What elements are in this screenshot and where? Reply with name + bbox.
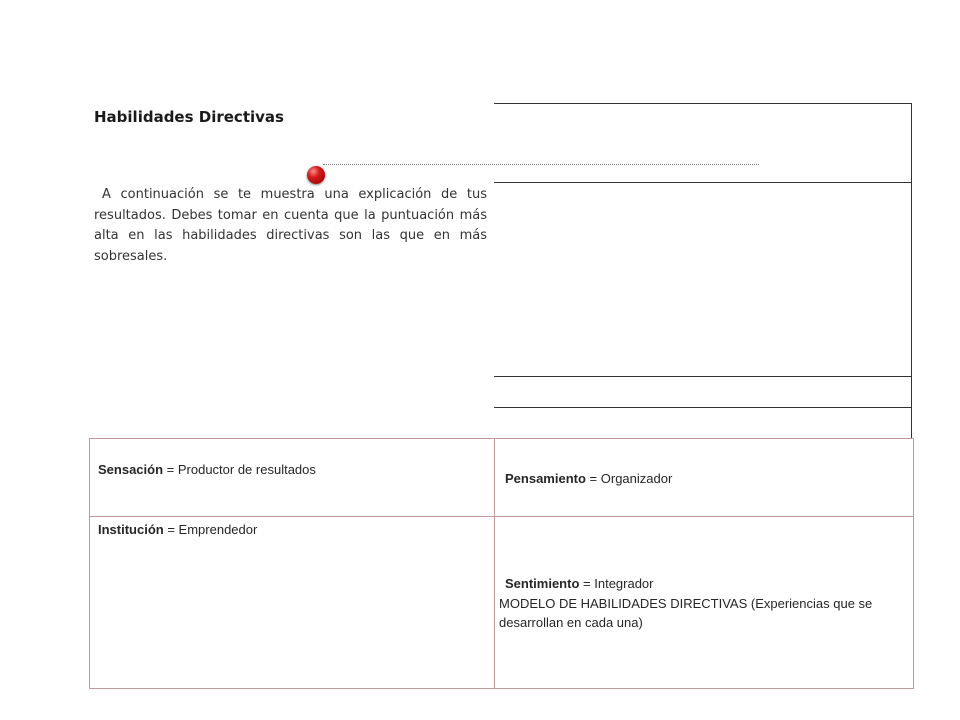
sep-institucion: = (163, 522, 179, 537)
dotted-leader (323, 164, 759, 165)
results-panel (494, 103, 912, 438)
model-caption: MODELO DE HABILIDADES DIRECTIVAS (Experiencias que se desarrollan en cada una) (499, 596, 873, 630)
cell-sensacion (98, 460, 316, 479)
cell-institucion (98, 520, 257, 539)
panel-divider (494, 182, 912, 183)
red-bullet-icon (307, 166, 325, 184)
panel-divider (494, 407, 912, 408)
desc-pensamiento: Organizador (600, 471, 673, 486)
term-institucion: Institución (98, 522, 164, 537)
desc-sensacion: Productor de resultados (177, 462, 316, 477)
table-row-divider (89, 516, 914, 517)
term-sensacion: Sensación (98, 462, 164, 477)
cell-pensamiento (505, 469, 672, 488)
intro-paragraph (94, 185, 487, 267)
sep-sentimiento: = (579, 576, 595, 591)
term-pensamiento: Pensamiento (505, 471, 586, 486)
desc-institucion: Emprendedor (178, 522, 258, 537)
page-title: Habilidades Directivas (94, 108, 284, 126)
panel-divider (494, 376, 912, 377)
table-column-divider (494, 438, 495, 689)
intro-text: A continuación se te muestra una explicación de tus resultados. Debes tomar en cuenta que la puntuación más alta en las habilidades directivas son las que en más sobresales. (94, 187, 487, 264)
cell-sentimiento (505, 574, 654, 593)
desc-sentimiento: Integrador (594, 576, 654, 591)
term-sentimiento: Sentimiento (505, 576, 580, 591)
sep-pensamiento: = (585, 471, 601, 486)
sep-sensacion: = (163, 462, 178, 477)
